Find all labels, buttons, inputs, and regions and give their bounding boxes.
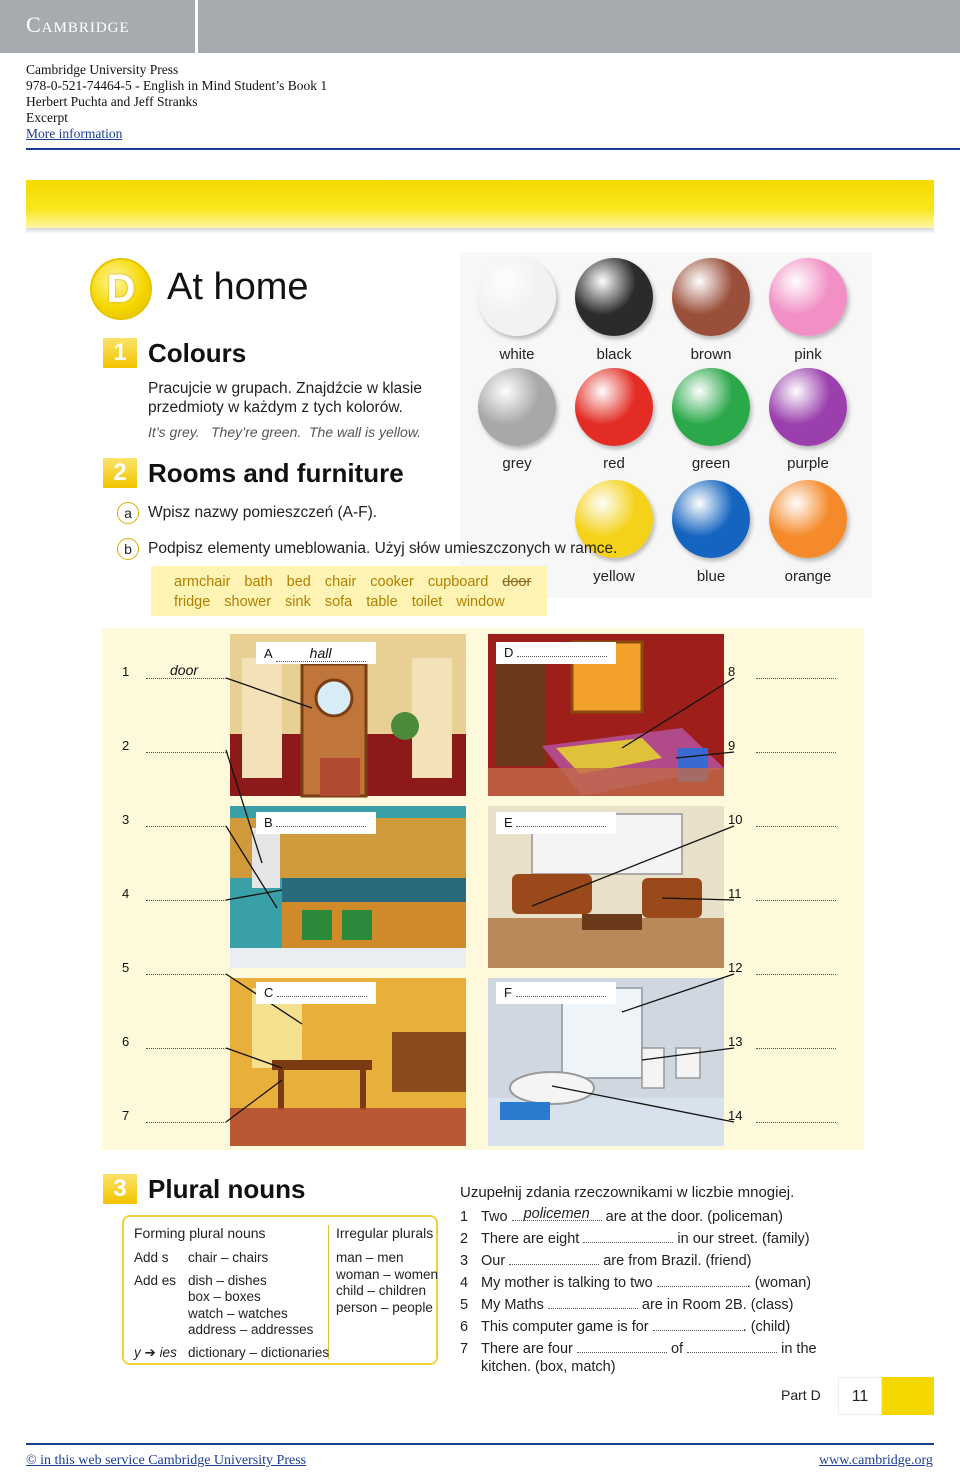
rule-example: watch – watches: [188, 1306, 288, 1321]
publisher-logo: Cambridge: [26, 12, 130, 37]
plural-rules-box: [122, 1215, 438, 1365]
rule-example: box – boxes: [188, 1289, 261, 1304]
answer-line[interactable]: [756, 678, 836, 679]
meta-line: 978-0-521-74464-5 - English in Mind Student’s Book 1: [26, 78, 328, 93]
instruction-text: Uzupełnij zdania rzeczownikami w liczbie mnogiej.: [460, 1184, 795, 1201]
word-option: bath: [244, 574, 273, 590]
item-number: 5: [122, 960, 130, 975]
word-option: armchair: [174, 574, 231, 590]
colour-swatch-blue: [672, 480, 750, 558]
sentence-number: 4: [460, 1275, 469, 1291]
sentence-list: [460, 1206, 850, 1375]
word-option: sink: [285, 594, 311, 610]
rule-example: dictionary – dictionaries: [188, 1345, 330, 1360]
answer-blank[interactable]: [657, 1275, 747, 1287]
sentence-text: of: [666, 1341, 688, 1357]
word-option: cooker: [370, 574, 414, 590]
word-option: sofa: [324, 594, 353, 610]
sentence-text: . (woman): [746, 1275, 812, 1291]
item-number: 4: [122, 886, 130, 901]
item-number: 8: [728, 664, 736, 679]
header-band: [0, 0, 960, 53]
item-number: 11: [728, 886, 742, 901]
box-title: Forming plural nouns: [134, 1225, 266, 1241]
colour-label: orange: [784, 568, 832, 585]
rule-example: dish – dishes: [188, 1273, 267, 1288]
room-label-b[interactable]: B: [256, 812, 376, 834]
item-number: 9: [728, 738, 736, 753]
sentence-text: My mother is talking to two: [481, 1275, 657, 1291]
exercise-number: 1: [103, 338, 137, 368]
rooms-panel: [102, 628, 864, 1150]
sentence-text: in our street. (family): [673, 1231, 810, 1247]
sentence-number: 1: [460, 1209, 469, 1225]
room-label-e[interactable]: E: [496, 812, 616, 834]
colour-label: green: [691, 455, 731, 472]
subtask-letter: a: [117, 502, 139, 524]
rule-example: chair – chairs: [188, 1250, 269, 1265]
word-option: shower: [224, 594, 272, 610]
book-meta: [26, 62, 327, 142]
word-option: toilet: [411, 594, 443, 610]
sentence-text: are at the door. (policeman): [601, 1209, 783, 1225]
example-text: The wall is yellow.: [309, 424, 422, 440]
answer-blank[interactable]: [548, 1297, 638, 1309]
item-number: 1: [122, 664, 130, 679]
exercise-number: 3: [103, 1174, 137, 1204]
part-label: Part D: [781, 1387, 821, 1403]
answer-line[interactable]: [756, 1048, 836, 1049]
colour-label: yellow: [593, 568, 635, 585]
meta-line: Herbert Puchta and Jeff Stranks: [26, 94, 198, 109]
word-option: cupboard: [427, 574, 489, 590]
rule-label: Add es: [134, 1273, 177, 1288]
exercise-heading: Rooms and furniture: [148, 458, 404, 488]
sentence-item: [460, 1206, 850, 1231]
sentence-text: kitchen. (box, match): [481, 1359, 616, 1375]
yellow-banner: [26, 180, 934, 228]
item-number: 14: [728, 1108, 743, 1123]
word-option-used: door: [502, 574, 532, 590]
rule-example: address – addresses: [188, 1322, 314, 1337]
sentence-number: 3: [460, 1253, 469, 1269]
section-badge: D: [90, 258, 152, 320]
item-number: 6: [122, 1034, 130, 1049]
word-option: table: [366, 594, 398, 610]
item-number: 13: [728, 1034, 743, 1049]
header-rule: [26, 148, 960, 150]
exercise-heading: Plural nouns: [148, 1174, 306, 1204]
page-title: At home: [167, 266, 309, 308]
answer-blank[interactable]: [509, 1253, 599, 1265]
sentence-item: [460, 1341, 850, 1363]
sentence-number: 2: [460, 1231, 469, 1247]
more-information-link[interactable]: More information: [26, 126, 123, 141]
box-title: Irregular plurals: [336, 1225, 434, 1241]
answer-line[interactable]: [756, 900, 836, 901]
word-row: [174, 592, 547, 612]
answer-line[interactable]: [146, 678, 226, 679]
colour-swatch-orange: [769, 480, 847, 558]
item-number: 12: [728, 960, 743, 975]
answer-line[interactable]: [756, 826, 836, 827]
colour-swatch-brown: [672, 258, 750, 336]
sentence-item: [460, 1319, 850, 1341]
irregular-plural: woman – women: [336, 1267, 439, 1282]
answer-blank[interactable]: [653, 1319, 743, 1331]
page-number: 11: [838, 1377, 882, 1415]
answer-line[interactable]: [756, 974, 836, 975]
answer-line[interactable]: [756, 1122, 836, 1123]
instruction-text: przedmioty w każdym z tych kolorów.: [148, 399, 403, 416]
colour-swatch-grey: [478, 368, 556, 446]
irregular-plural: man – men: [336, 1250, 404, 1265]
box-divider: [328, 1225, 329, 1359]
answer-blank[interactable]: [687, 1341, 777, 1353]
colour-label: white: [499, 346, 535, 363]
rule-label: y ➔ ies: [134, 1345, 177, 1360]
sentence-item: [460, 1297, 850, 1319]
sentence-text: Two: [481, 1209, 512, 1225]
room-label-a[interactable]: A hall: [256, 642, 376, 664]
instruction-text: Wpisz nazwy pomieszczeń (A-F).: [148, 504, 378, 521]
item-number: 10: [728, 812, 743, 827]
answer-line[interactable]: [146, 1048, 226, 1049]
word-row: [174, 572, 547, 592]
colour-label: red: [603, 455, 625, 472]
colour-label: purple: [787, 455, 829, 472]
sentence-text: My Maths: [481, 1297, 548, 1313]
footer-rule: [26, 1443, 934, 1445]
word-option: window: [456, 594, 505, 610]
sentence-text: are in Room 2B. (class): [637, 1297, 794, 1313]
room-label-f[interactable]: F: [496, 982, 616, 1004]
colour-label: brown: [690, 346, 732, 363]
colour-swatch-black: [575, 258, 653, 336]
colour-swatch-pink: [769, 258, 847, 336]
answer-line[interactable]: [756, 752, 836, 753]
word-option: bed: [286, 574, 311, 590]
answer-line[interactable]: [146, 974, 226, 975]
sentence-text: . (child): [742, 1319, 791, 1335]
answer-blank[interactable]: [577, 1341, 667, 1353]
sentence-item: [460, 1253, 850, 1275]
irregular-plural: person – people: [336, 1300, 433, 1315]
answer-line[interactable]: [146, 900, 226, 901]
meta-line: Excerpt: [26, 110, 68, 125]
item-number: 3: [122, 812, 130, 827]
word-option: chair: [324, 574, 357, 590]
word-option: fridge: [174, 594, 211, 610]
word-box: [151, 566, 547, 616]
colour-label: grey: [502, 455, 532, 472]
copyright-link[interactable]: © in this web service Cambridge University Press: [26, 1453, 307, 1468]
colour-swatch-purple: [769, 368, 847, 446]
irregular-plural: child – children: [336, 1283, 427, 1298]
meta-line: Cambridge University Press: [26, 62, 179, 77]
colour-swatch-green: [672, 368, 750, 446]
room-label-d[interactable]: D: [496, 642, 616, 664]
item-number: 2: [122, 738, 130, 753]
rule-label: Add s: [134, 1250, 169, 1265]
answer-blank[interactable]: [583, 1231, 673, 1243]
colour-swatch-white: [478, 258, 556, 336]
banner-shadow: [26, 228, 934, 234]
sentence-item: [460, 1231, 850, 1253]
sentence-text: There are eight: [481, 1231, 584, 1247]
colour-label: pink: [794, 346, 822, 363]
colour-label: black: [596, 346, 632, 363]
sentence-text: Our: [481, 1253, 510, 1269]
sentence-text: There are four: [481, 1341, 577, 1357]
header-divider: [195, 0, 198, 53]
sentence-item: [460, 1275, 850, 1297]
sentence-number: 7: [460, 1341, 469, 1357]
item-number: 7: [122, 1108, 130, 1123]
answer-blank[interactable]: policemen: [512, 1209, 602, 1221]
sentence-text: in the: [777, 1341, 817, 1357]
filled-answer: door: [170, 662, 199, 678]
sentence-text: are from Brazil. (friend): [599, 1253, 752, 1269]
exercise-heading: Colours: [148, 338, 247, 368]
room-label-c[interactable]: C: [256, 982, 376, 1004]
answer-line[interactable]: [146, 752, 226, 753]
website-link[interactable]: www.cambridge.org: [819, 1453, 933, 1468]
example-text: They’re green.: [211, 424, 302, 440]
colour-swatch-red: [575, 368, 653, 446]
instruction-text: Podpisz elementy umeblowania. Użyj słów umieszczonych w ramce.: [148, 540, 618, 557]
subtask-letter: b: [117, 538, 139, 560]
exercise-number: 2: [103, 458, 137, 488]
sentence-number: 5: [460, 1297, 469, 1313]
instruction-text: Pracujcie w grupach. Znajdźcie w klasie: [148, 380, 422, 397]
answer-line[interactable]: [146, 826, 226, 827]
example-text: It’s grey.: [148, 424, 200, 440]
sentence-text: This computer game is for: [481, 1319, 653, 1335]
colour-label: blue: [696, 568, 726, 585]
sentence-number: 6: [460, 1319, 469, 1335]
answer-line[interactable]: [146, 1122, 226, 1123]
